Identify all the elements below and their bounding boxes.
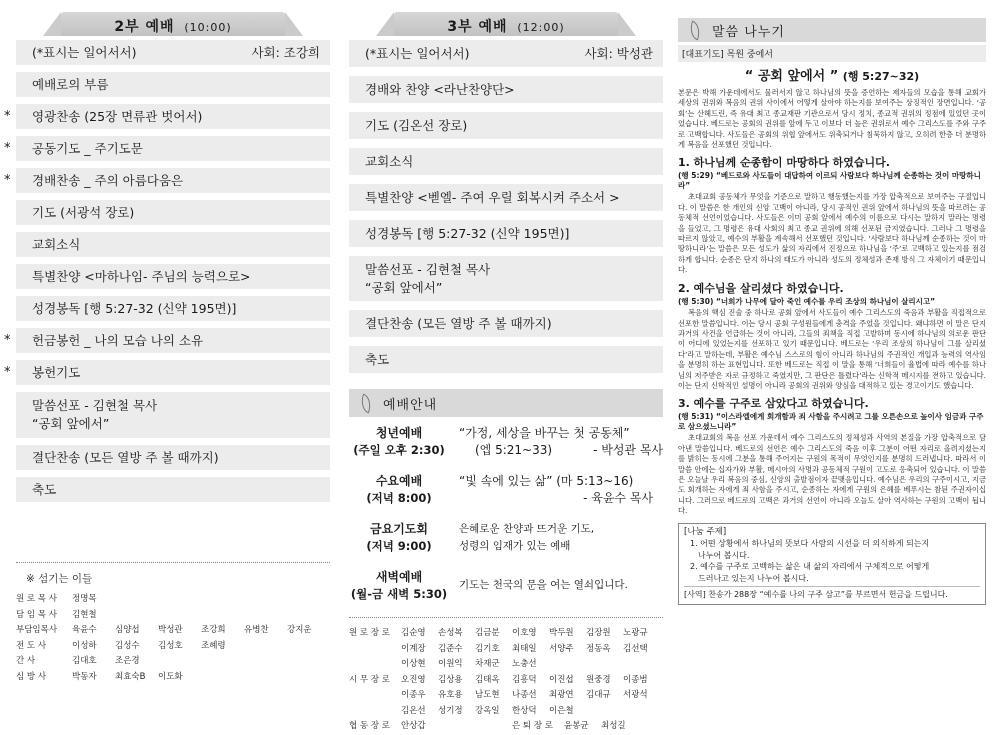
order-item: * 경배찬송 _ 주의 아름다움은 [16, 168, 330, 193]
order-item: 교회소식 [16, 232, 330, 257]
divider [16, 562, 330, 563]
order-item: 성경봉독 [행 5:27-32 (신약 195면)] [349, 220, 663, 247]
guide-title: 예배안내 [383, 397, 438, 413]
staff-row: 이계장 김준수 김기호 최태일 서양주 정동옥 김선택 [401, 643, 648, 654]
wednesday-service: 수요예배 (저녁 8:00) “빛 속에 있는 삶” (마 5:13~16) - 육윤수 목사 [366, 474, 653, 505]
sermon-header [678, 18, 986, 42]
service2-header [16, 0, 330, 36]
leaf-icon [686, 21, 704, 39]
service3-order [349, 40, 663, 373]
staff-row: 이상현 이원익 차재군 노충선 [401, 659, 537, 669]
standing-note: (*표시는 일어서서) [32, 45, 137, 60]
order-item: * 헌금봉헌 _ 나의 모습 나의 소유 [16, 328, 330, 353]
sermon-header-title: 말씀 나누기 [712, 24, 785, 40]
order-item: 교회소식 [349, 148, 663, 175]
order-item: 성경봉독 [행 5:27-32 (신약 195면)] [16, 296, 330, 321]
order-item: 특별찬양 <벧엘- 주여 우릴 회복시켜 주소서 > [349, 184, 663, 211]
staff-list-pastors [16, 592, 330, 685]
divider [349, 617, 663, 618]
order-item: * 봉헌기도 [16, 360, 330, 385]
staff-row: 원 로 장 로 김순영 손성복 김금분 이호영 박두원 김장원 노광규 [349, 628, 648, 638]
service2-note-row [16, 40, 330, 65]
point-heading: 2. 예수님을 살리셨다 하였습니다. [678, 281, 844, 295]
point-body: 초대교회 공동체가 무엇을 기준으로 말하고 행동했는지를 가장 압축적으로 보여주는 구절입니다. 이 말씀은 한 개인의 신앙 고백이 아니라, 당시 공적인 권위 앞에서 하나님의 뜻을 따르려는 공동체적 선언이었습니다. 사도들은 이미 공회 앞에서 예수의 이름으로 다시는 말하지 말라는 명령을 들었고, 그 명령은 유대 사회의 최고 종교 권위에 의해 선포된 금지였습니다. 그러나 그 명령을 따르지 않았고, 예수의 부활을 계속해서 선포했던 것입니다. ‘사람보다 하나님께 순종하는 것이 마땅하니라’는 말씀은 모든 성도가 삶의 자리에서 진정으로 하나님을 ‘주’로 고백하고 있는지를 점검하게 합니다. 순종은 단지 하나의 태도가 아니라 성도의 정체성과 존재 방식 그 자체이기 때문입니다. [678, 192, 986, 275]
order-item: 특별찬양 <마하나임- 주님의 능력으로> [16, 264, 330, 289]
presider: 사회: 박성관 [584, 46, 653, 61]
staff-row: 원 로 목 사 정명목 [16, 594, 97, 604]
staff-row: 협 동 장 로 안상갑 은 퇴 장 로 윤봉균 최성길 [349, 721, 626, 731]
standing-note: (*표시는 일어서서) [365, 46, 470, 61]
service3-header [349, 0, 663, 36]
service2-title: 2부 예배 [114, 19, 175, 35]
order-item: 기도 (서광석 장로) [16, 200, 330, 225]
order-item: * 영광찬송 (25장 면류관 벗어서) [16, 104, 330, 129]
sermon-item: 말씀선포 - 김현철 목사 “공회 앞에서” [16, 392, 330, 438]
service3-note-row [349, 40, 663, 67]
point-verse: (행 5:29) “베드로와 사도들이 대답하여 이르되 사람보다 하나님께 순종하는 것이 마땅하니라” [678, 171, 981, 190]
staff-row: 김온선 성기정 강옥일 한상덕 이은철 [401, 705, 574, 716]
closing-hymn: 결단찬송 (모든 열방 주 볼 때까지) [349, 310, 663, 337]
staff-row: 심 방 사 박동자 최효숙B 이도화 [16, 671, 183, 682]
sermon-item: 말씀선포 - 김현철 목사 “공회 앞에서” [349, 256, 663, 301]
staff-row: 시 무 장 로 오진영 김상용 김태옥 김흥덕 이진섭 원중경 이종범 [349, 674, 648, 685]
share-question: 2. 예수를 구주로 고백하는 삶은 내 삶의 자리에서 구체적으로 어떻게 드러나고 있는지 나누어 봅시다. [690, 562, 930, 583]
closing-hymn: 결단찬송 (모든 열방 주 볼 때까지) [16, 445, 330, 470]
service3-title: 3부 예배 [447, 19, 508, 35]
leaf-icon [357, 394, 375, 412]
sermon-column [678, 0, 986, 605]
friday-prayer: 금요기도회 (저녁 9:00) 은혜로운 찬양과 뜨거운 기도, 성령의 임재가 있는 예배 [366, 522, 595, 553]
point-verse: (행 5:31) “이스라엘에게 회개함과 죄 사함을 주시려고 그를 오른손으로 높이사 임금과 구주로 삼으셨느니라” [678, 412, 984, 431]
sermon-title: “ 공회 앞에서 ” (행 5:27~32) [744, 69, 920, 84]
staff-row: 전 도 사 이성하 김성수 김성호 조혜령 [16, 640, 226, 651]
benediction: 축도 [349, 346, 663, 373]
staff-row: 부담임목사 육윤수 심양섭 박성관 조강희 유병찬 강지운 [16, 625, 312, 635]
sermon-intro: 본문은 박해 가운데에서도 물러서지 않고 하나님의 뜻을 증언하는 제자들의 모습을 통해 교회가 세상의 권위와 복음의 권위 사이에서 어떻게 살아야 하는지를 보여주는 상징적인 장면입니다. ‘공회’는 산헤드린, 즉 유대 최고 종교재판 기관으로서 당시 정치, 종교적 권위의 정점에 있었던 곳이었습니다. 베드로는 공회의 권위를 앞에 두고 이보다 더 높은 권위로서 예수 그리스도를 주와 구주로 고백합니다. 사도들은 공회의 위협 앞에서도 위축되거나 침묵하지 않고, 오히려 한층 더 분명하게 복음을 선포했던 것입니다. [678, 88, 986, 150]
share-question: 1. 어떤 상황에서 하나님의 뜻보다 사람의 시선을 더 의식하게 되는지 나누어 봅시다. [690, 539, 930, 560]
service3-column [349, 0, 663, 735]
sharing-topics: [나눔 주제] 1. 어떤 상황에서 하나님의 뜻보다 사람의 시선을 더 의식하게 되는지 나누어 봅시다. 2. 예수를 구주로 고백하는 삶은 내 삶의 자리에서 구체적으로 어떻게 드러나고 있는지 나누어 봅시다. [사역] 찬송가 288장 “예수를 나의 구주 삼고”를 부르면서 헌금을 드립니다. [678, 523, 986, 605]
point-verse: (행 5:30) “너희가 나무에 달아 죽인 예수를 우리 조상의 하나님이 살리시고” [678, 296, 936, 306]
point-body: 복음의 핵심 진술 중 하나로 공회 앞에서 사도들이 예수 그리스도의 죽음과 부활을 직접적으로 선포한 말씀입니다. 이는 당시 공회 구성원들에게 충격을 주었을 것입니다. 왜냐하면 이 말은 단지 과거의 사건을 언급하는 것이 아니라, 그들의 죄책을 직접 고발하며 동시에 하나님의 의로운 판단이 어디에 있었는지를 선포하고 있기 때문입니다. 베드로는 ‘우리 조상의 하나님이 그를 살리셨다’라고 말하는데, 부활은 예수님 스스로의 힘이 아니라 하나님의 주권적인 개입과 능력의 역사임을 분명히 하는 표현입니다. 또한 베드로는 직접 이 말을 통해 ‘너희들이 율법에 따라 예수를 하나님의 저주받은 자로 규정하고 죽였지만, 그 판단은 틀렸다’라는 신학적 메시지를 전하고 있습니다. 이는 단지 신학적인 설명이 아니라 공회의 권위와 양심을 대적하고 있는 경고이기도 했습니다. [678, 308, 986, 391]
service2-time: (10:00) [184, 21, 232, 34]
dawn-service: 새벽예배 (월-금 새벽 5:30) 기도는 천국의 문을 여는 열쇠입니다. [350, 570, 628, 601]
presider: 사회: 조강희 [251, 45, 320, 60]
youth-service: 청년예배 (주일 오후 2:30) “가정, 세상을 바꾸는 첫 공동체” (엡 5:21~33) - 박성관 목사 [353, 426, 663, 457]
order-item: 기도 (김온선 장로) [349, 112, 663, 139]
offering-note: [사역] 찬송가 288장 “예수를 나의 구주 삼고”를 부르면서 헌금을 드립니다. [684, 586, 980, 601]
point-heading: 3. 예수를 구주로 삼았다고 하였습니다. [678, 397, 869, 411]
benediction: 축도 [16, 477, 330, 502]
service2-order [4, 40, 330, 502]
order-item: 예배로의 부름 [16, 72, 330, 97]
service2-column [4, 0, 330, 685]
point-body: 초대교회의 복음 선포 가운데서 예수 그리스도의 정체성과 사역의 본질을 가장 압축적으로 담아낸 말씀입니다. 베드로의 선언은 예수 그리스도의 죽음 이후 그분이 어떤 자리로 올려지셨는지를 밝히는 동시에 그분을 통해 주어지는 구원의 목적이 무엇인지를 분명히 드러냅니다. 따라서 이 말씀 안에는 십자가와 부활, 메시아의 사명과 공동체적 구원이 고도로 응축되어 있습니다. 이 말씀은 오늘날 우리 복음의 중심, 신앙의 출발점이자 끝맺음입니다. 예수님은 우리의 구주이시고, 지금도 회개하는 자에게 죄 사함을 주시고, 순종하는 자에게 구원의 은혜를 베푸시는 참된 주권자이십니다. 그러므로 베드로의 고백은 과거의 선언이 아니라 오늘도 살아 역사하는 구원의 고백이 됩니다. [678, 433, 986, 516]
staff-list-elders [349, 626, 663, 735]
staff-title: ※ 섬기는 이들 [26, 573, 93, 585]
staff-row: 담 임 목 사 김현철 [16, 609, 97, 620]
staff-row: 이종우 유호용 남도현 나종선 최광연 김대규 서광석 [401, 690, 648, 700]
representative-prayer: [대표기도] 목원 중에서 [678, 45, 986, 62]
order-item: * 공동기도 _ 주기도문 [16, 136, 330, 161]
point-heading: 1. 하나님께 순종함이 마땅하다 하였습니다. [678, 156, 890, 170]
staff-row: 간 사 김대호 조은경 [16, 656, 140, 666]
service3-time: (12:00) [517, 21, 565, 34]
guide-header [349, 389, 663, 417]
order-item: 경배와 찬양 <라난찬양단> [349, 76, 663, 103]
